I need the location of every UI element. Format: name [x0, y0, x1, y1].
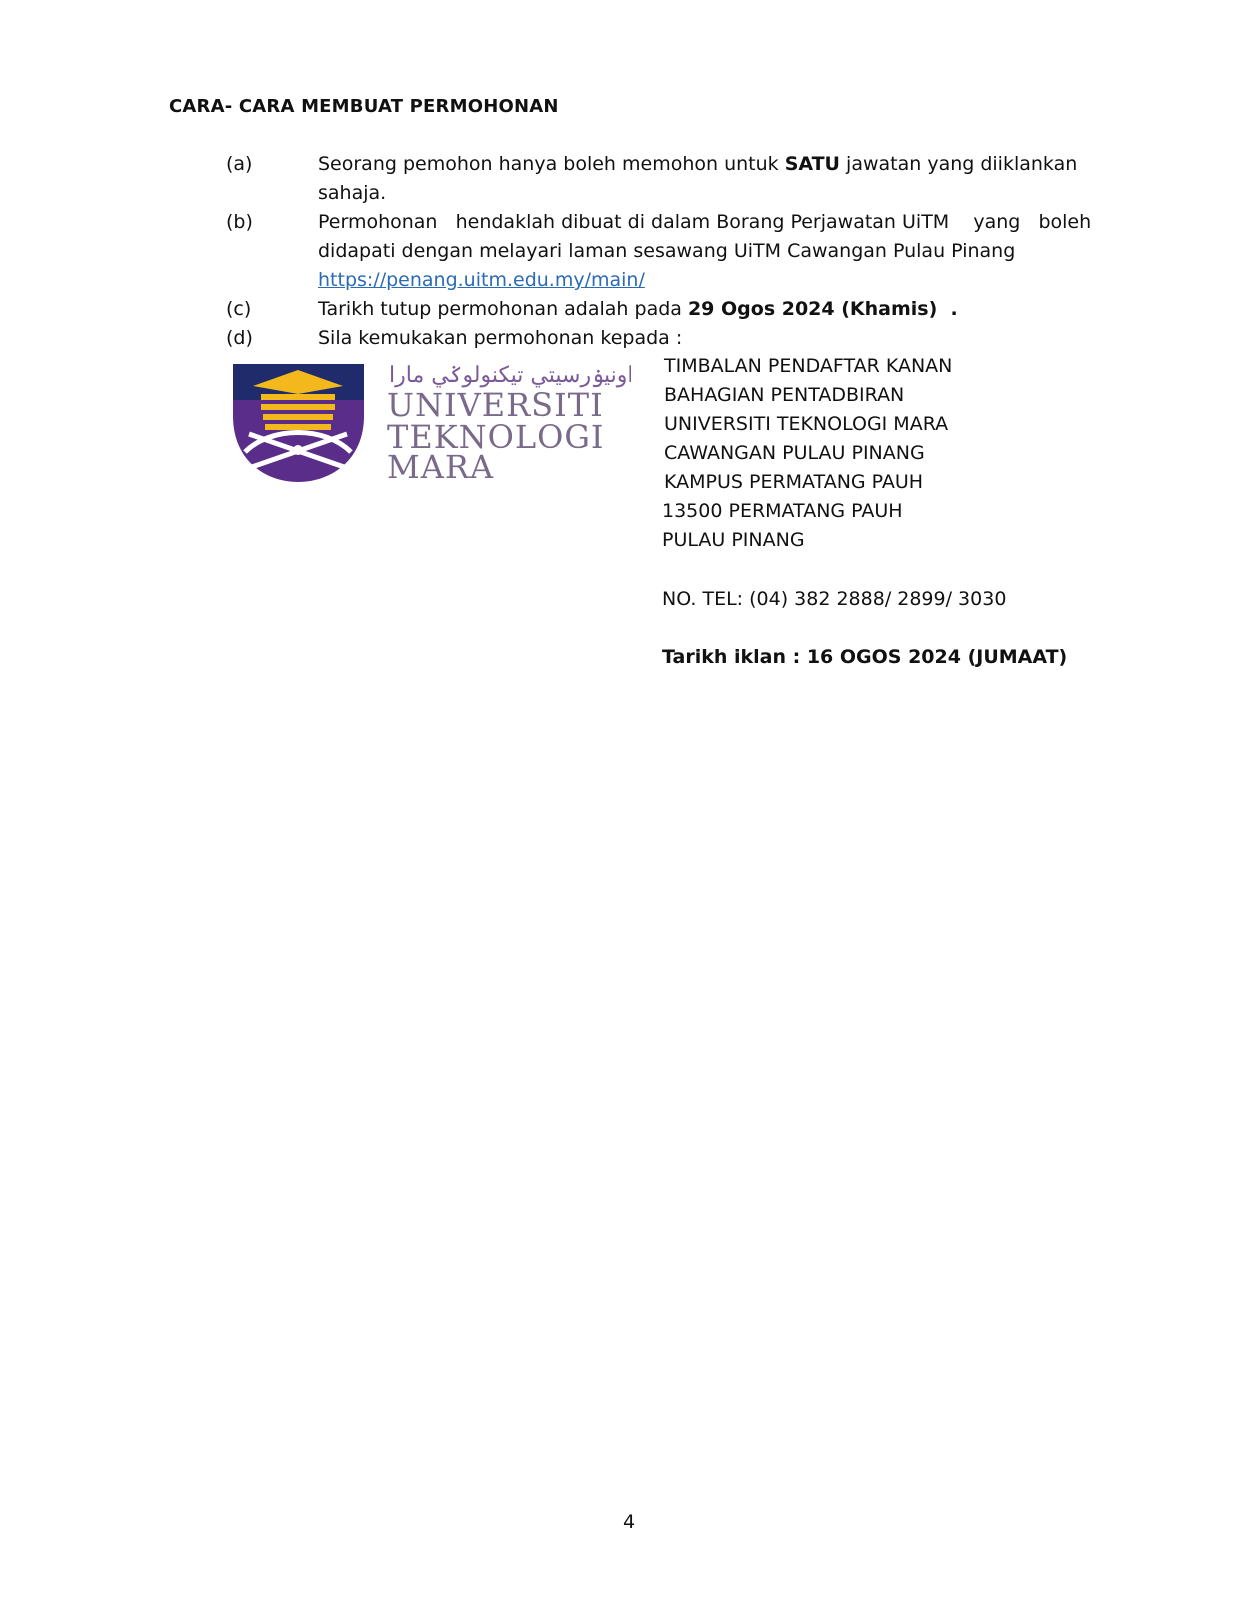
- list-item-b: [226, 208, 1116, 295]
- uitm-logo: [231, 364, 631, 486]
- address-line: 13500 PERMATANG PAUH: [662, 500, 903, 522]
- application-steps-list: [226, 150, 1116, 353]
- telephone-number: NO. TEL: (04) 382 2888/ 2899/ 3030: [662, 588, 1007, 610]
- page-number: 4: [622, 1511, 636, 1533]
- address-line: UNIVERSITI TEKNOLOGI MARA: [664, 413, 949, 435]
- list-marker: (a): [226, 153, 253, 175]
- item-text: Seorang pemohon hanya boleh memohon untuk: [318, 153, 785, 175]
- address-line: PULAU PINANG: [662, 529, 805, 551]
- address-line: TIMBALAN PENDAFTAR KANAN: [664, 355, 953, 377]
- list-marker: (b): [226, 211, 253, 233]
- address-line: BAHAGIAN PENTADBIRAN: [664, 384, 905, 406]
- address-line: CAWANGAN PULAU PINANG: [664, 442, 925, 464]
- logo-line-teknologi: TEKNOLOGI: [387, 418, 605, 456]
- item-text: jawatan yang diiklankan sahaja.: [318, 153, 1078, 204]
- item-text-bold: SATU: [784, 153, 840, 175]
- logo-line-mara: MARA: [387, 448, 495, 486]
- item-text-line: didapati dengan melayari laman sesawang UiTM Cawangan Pulau Pinang: [318, 240, 1016, 262]
- advertisement-date: Tarikh iklan : 16 OGOS 2024 (JUMAAT): [662, 646, 1068, 668]
- address-line: KAMPUS PERMATANG PAUH: [664, 471, 924, 493]
- logo-line-universiti: UNIVERSITI: [387, 386, 604, 424]
- logo-jawi-text: اونيۏرسيتي تيكنولوݢي مارا: [389, 364, 631, 388]
- list-item-c: [226, 295, 1116, 324]
- uitm-emblem-icon: [233, 364, 364, 482]
- item-text: Tarikh tutup permohonan adalah pada: [318, 298, 688, 320]
- list-item-d: [226, 324, 1116, 353]
- closing-date: 29 Ogos 2024 (Khamis) .: [687, 298, 958, 320]
- list-item-a: [226, 150, 1116, 208]
- list-marker: (d): [226, 327, 253, 349]
- website-link[interactable]: https://penang.uitm.edu.my/main/: [318, 269, 645, 291]
- item-text: Sila kemukakan permohonan kepada :: [318, 327, 683, 349]
- mailing-address: [664, 352, 952, 555]
- section-heading: CARA- CARA MEMBUAT PERMOHONAN: [169, 96, 559, 117]
- list-marker: (c): [226, 298, 252, 320]
- item-text-line: Permohonan hendaklah dibuat di dalam Borang Perjawatan UiTM yang boleh: [318, 211, 1092, 233]
